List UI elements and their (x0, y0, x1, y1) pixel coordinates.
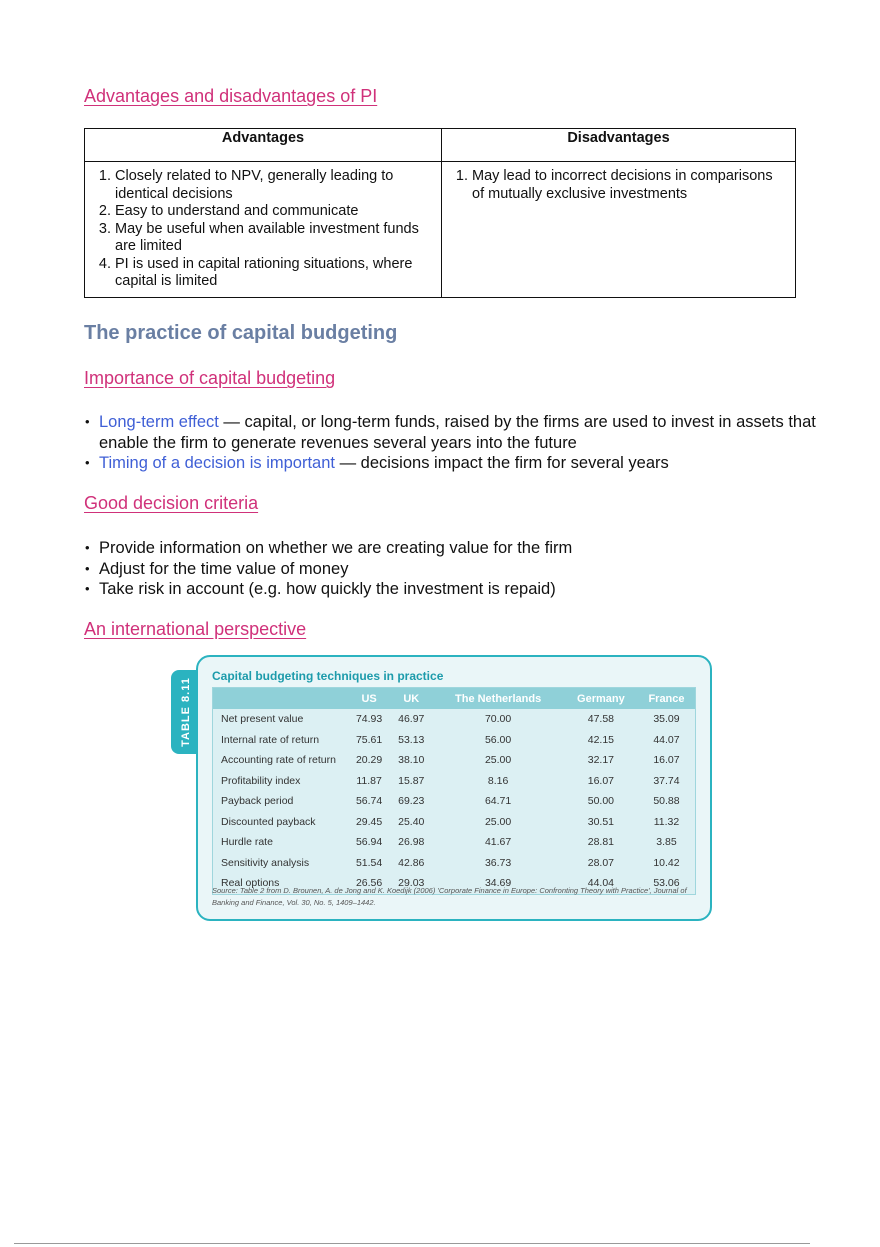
table-cell: 25.00 (484, 754, 512, 767)
table-row (213, 812, 696, 833)
table-cell: 50.88 (653, 795, 680, 808)
table-cell: 10.42 (653, 856, 680, 869)
row-label: Payback period (221, 795, 294, 808)
pi-table (84, 128, 796, 298)
table-cell: 32.17 (587, 754, 615, 767)
table-cell: 56.00 (484, 733, 512, 746)
table-cell: 36.73 (484, 856, 512, 869)
table-cell: 44.04 (587, 877, 615, 890)
table-cell: 25.40 (398, 815, 425, 828)
table-cell: 42.15 (587, 733, 615, 746)
column-header (213, 688, 349, 710)
criteria-item: • Provide information on whether we are creating value for the firm (99, 538, 572, 559)
table-tab-label: TABLE 8.11 (180, 677, 192, 747)
advantage-item: 1. Closely related to NPV, generally leading to identical decisions (115, 168, 433, 203)
importance-term: Timing of a decision is important (99, 454, 335, 472)
table-cell: 56.94 (355, 836, 383, 849)
table-cell: 35.09 (653, 713, 680, 726)
table-row (213, 750, 696, 771)
row-label: Profitability index (221, 774, 301, 787)
table-row (213, 791, 696, 812)
table-cell: 26.56 (355, 877, 383, 890)
table-cell: 53.06 (653, 877, 680, 890)
table-cell: 56.74 (355, 795, 383, 808)
criteria-item: • Adjust for the time value of money (99, 559, 572, 580)
table-cell: 74.93 (355, 713, 383, 726)
table-cell: 46.97 (398, 713, 425, 726)
table-cell: 44.07 (653, 733, 680, 746)
advantages-list (93, 168, 433, 291)
row-label: Sensitivity analysis (221, 856, 310, 869)
capital-budgeting-table-figure (196, 655, 712, 921)
table-cell: 64.71 (484, 795, 512, 808)
column-header: UK (390, 688, 432, 710)
table-cell: 30.51 (587, 815, 615, 828)
importance-heading: Importance of capital budgeting (84, 368, 336, 388)
table-cell: 75.61 (355, 733, 383, 746)
advantages-header: Advantages (85, 129, 442, 162)
column-header: The Netherlands (432, 688, 564, 710)
table-cell: 53.13 (398, 733, 425, 746)
disadvantages-header: Disadvantages (442, 129, 796, 162)
importance-text: — capital, or long-term funds, raised by the firms are used to invest in assets that enable the firm to generate revenues several years into the future (99, 413, 816, 452)
table-cell: 11.32 (653, 815, 680, 828)
table-cell: 16.07 (653, 754, 680, 767)
techniques-table (212, 687, 696, 895)
table-row (213, 832, 696, 853)
table-cell: 25.00 (484, 815, 512, 828)
table-cell: 28.81 (587, 836, 615, 849)
figure-title: Capital budgeting techniques in practice (212, 669, 444, 683)
row-label: Internal rate of return (221, 733, 320, 746)
column-header: Germany (564, 688, 638, 710)
row-label: Net present value (221, 713, 304, 726)
table-cell: 69.23 (398, 795, 425, 808)
table-cell: 70.00 (484, 713, 512, 726)
table-cell: 3.85 (656, 836, 677, 849)
advantage-item: 4. PI is used in capital rationing situations, where capital is limited (115, 256, 433, 291)
table-row (213, 730, 696, 751)
table-cell: 15.87 (398, 774, 425, 787)
disadvantage-item: 1. May lead to incorrect decisions in comparisons of mutually exclusive investments (472, 168, 787, 203)
table-cell: 50.00 (587, 795, 615, 808)
table-cell: 47.58 (587, 713, 615, 726)
table-cell: 16.07 (587, 774, 615, 787)
table-cell: 29.45 (355, 815, 383, 828)
section-title: The practice of capital budgeting (84, 322, 398, 344)
figure-source: Source: Table 2 from D. Brounen, A. de Jong and K. Koedijk (2006) 'Corporate Finance in Europe: Confronting Theory with Practice', Journal of Banking and Finance, Vol. 30, No. 5, 1409–1442. (212, 886, 687, 907)
table-cell: 42.86 (398, 856, 425, 869)
row-label: Real options (221, 877, 280, 890)
importance-list (84, 412, 819, 474)
table-cell: 20.29 (355, 754, 383, 767)
header-row (213, 688, 696, 710)
importance-item (99, 453, 819, 474)
importance-term: Long-term effect (99, 413, 219, 431)
table-cell: 51.54 (355, 856, 383, 869)
importance-item (99, 412, 819, 453)
footer-rule (14, 1243, 810, 1244)
table-cell: 37.74 (653, 774, 680, 787)
criteria-heading: Good decision criteria (84, 493, 259, 513)
table-row (213, 709, 696, 730)
table-cell: 26.98 (398, 836, 425, 849)
table-cell: 8.16 (487, 774, 509, 787)
table-cell: 34.69 (484, 877, 512, 890)
international-heading: An international perspective (84, 619, 307, 639)
table-cell: 38.10 (398, 754, 425, 767)
table-cell: 41.67 (484, 836, 512, 849)
table-row (213, 771, 696, 792)
column-header: France (638, 688, 696, 710)
table-row (213, 853, 696, 874)
advantage-item: 3. May be useful when available investment funds are limited (115, 221, 433, 256)
criteria-item: • Take risk in account (e.g. how quickly the investment is repaid) (99, 579, 572, 600)
pi-heading: Advantages and disadvantages of PI (84, 86, 378, 106)
column-header: US (348, 688, 390, 710)
disadvantages-list (450, 168, 787, 203)
advantage-item: 2. Easy to understand and communicate (115, 203, 433, 221)
row-label: Hurdle rate (221, 836, 273, 849)
table-cell: 11.87 (356, 774, 382, 787)
importance-text: — decisions impact the firm for several years (335, 454, 669, 472)
row-label: Accounting rate of return (221, 754, 336, 767)
row-label: Discounted payback (221, 815, 316, 828)
table-cell: 29.03 (398, 877, 425, 890)
criteria-list (84, 538, 572, 600)
table-cell: 28.07 (587, 856, 615, 869)
